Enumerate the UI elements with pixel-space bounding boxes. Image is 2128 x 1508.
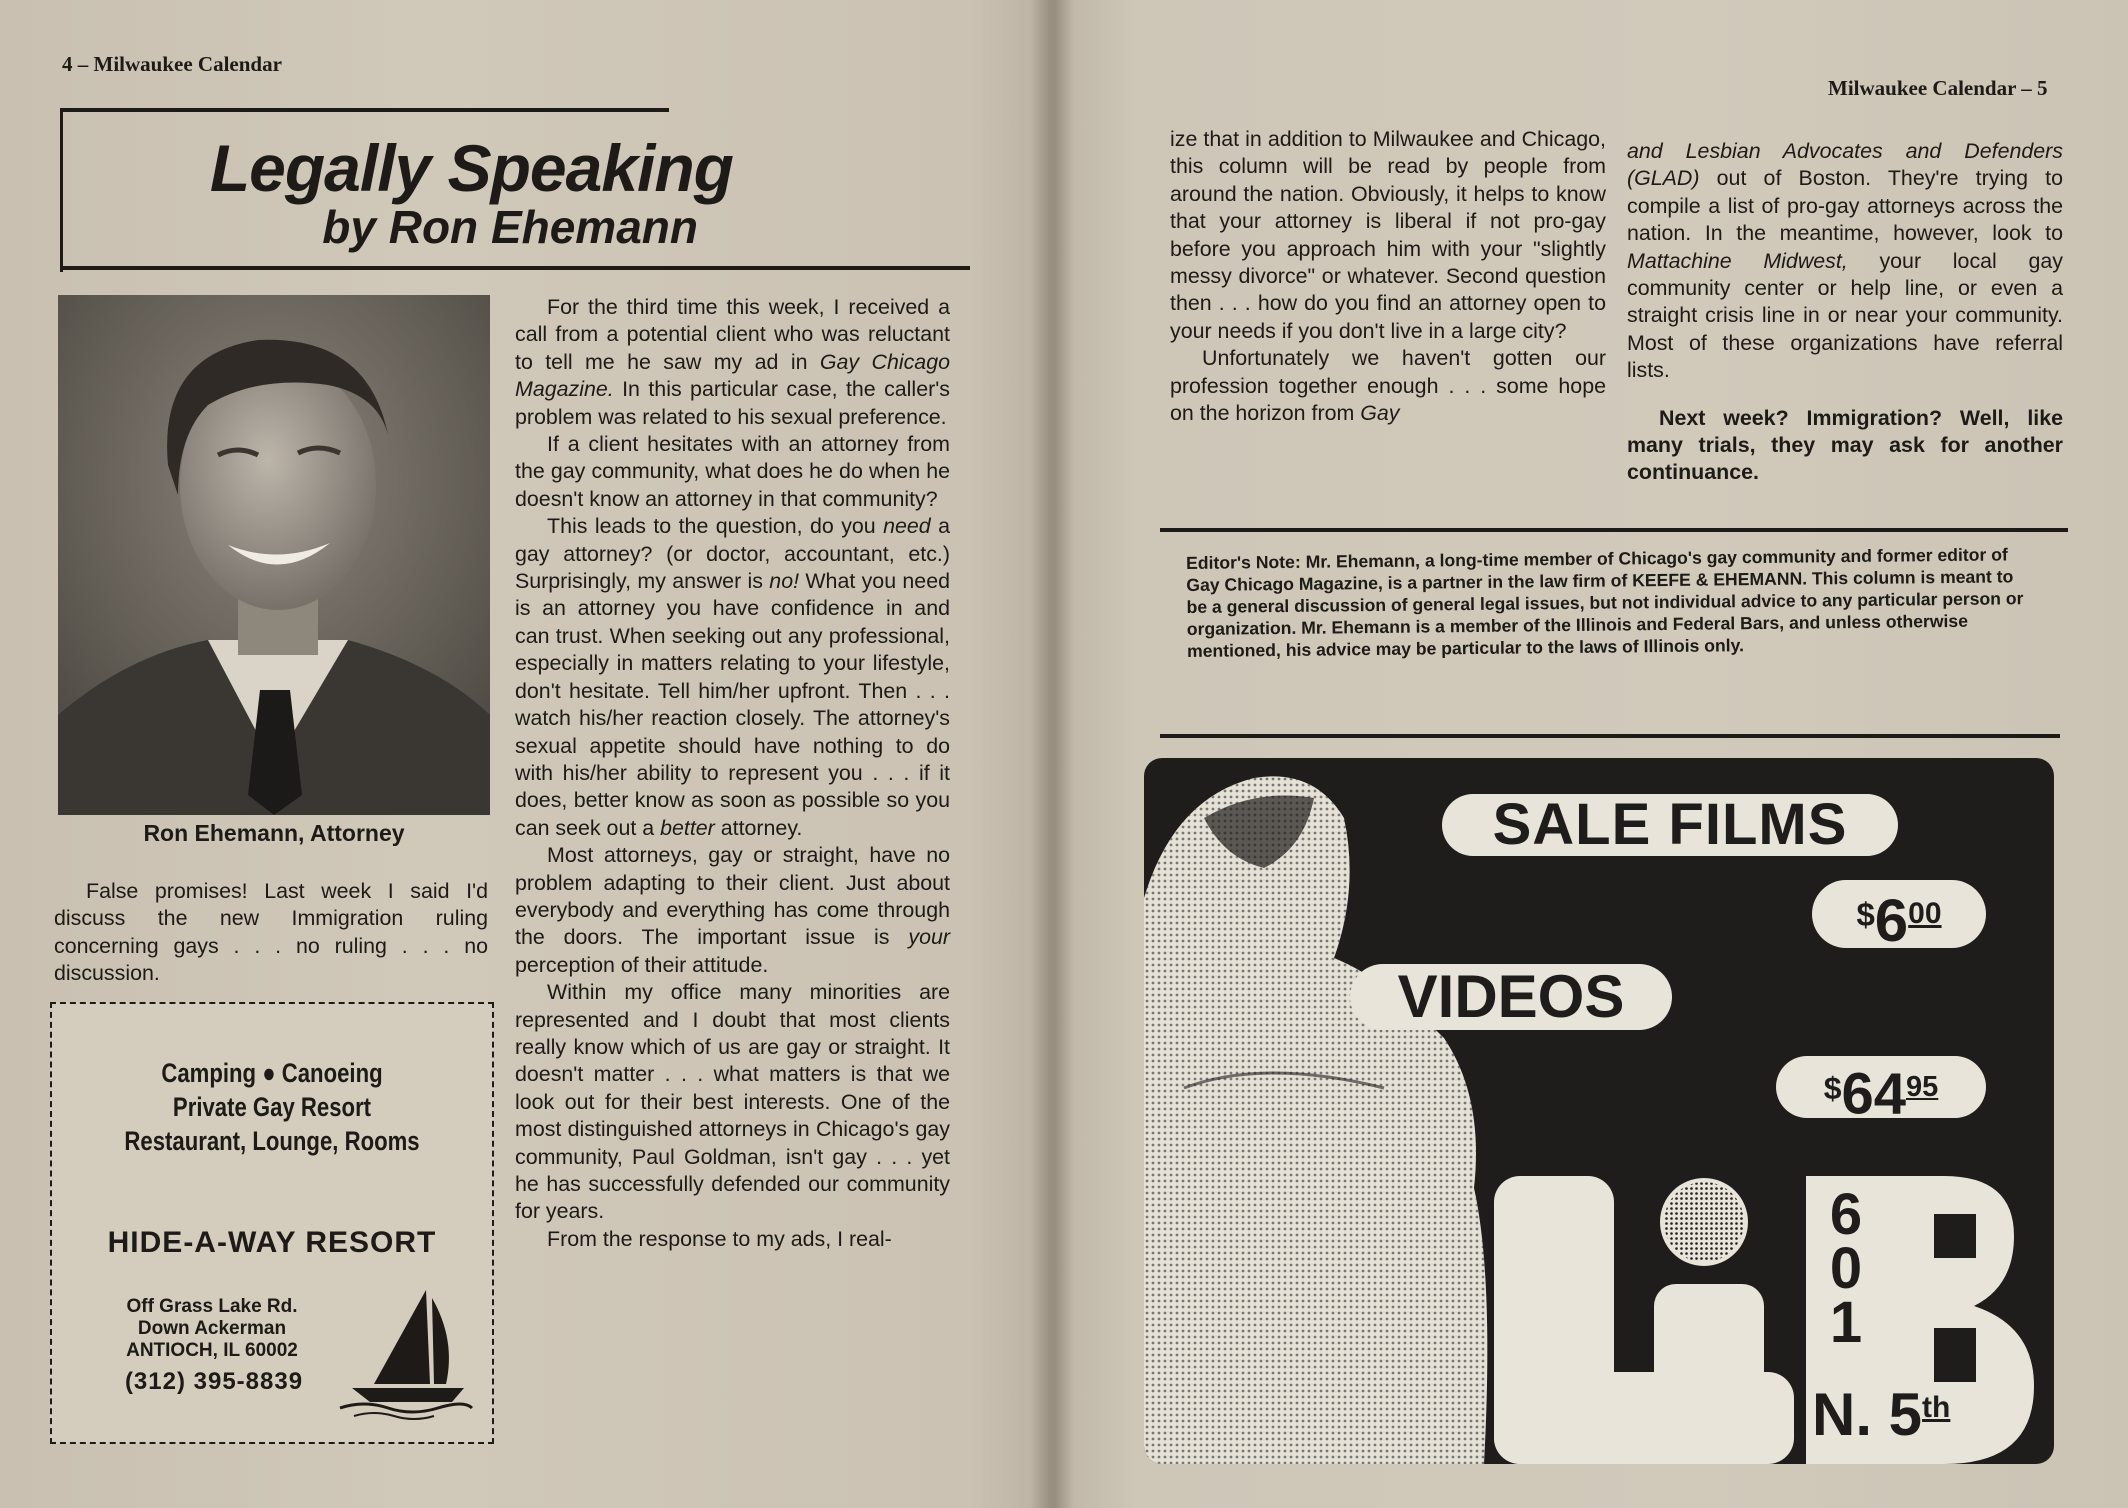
- films-price-dollars: 6: [1874, 887, 1909, 954]
- article-continued-column-2: [1627, 138, 2063, 487]
- videos-label: VIDEOS: [1350, 964, 1672, 1030]
- street-name-text: N. 5: [1812, 1381, 1923, 1448]
- emphasis-gay: Gay: [1360, 401, 1400, 426]
- videos-price: [1776, 1056, 1986, 1127]
- resort-address-line-2: Down Ackerman: [137, 1318, 287, 1339]
- page-folio-right: Milwaukee Calendar – 5: [1828, 76, 2048, 100]
- intro-paragraph: False promises! Last week I said I'd discuss the new Immigration ruling concerning gays . . . no ruling . . . no discussion.: [54, 879, 488, 986]
- paragraph-3-text-b: a gay attorney? (or doctor, accountant, etc.) Surprisingly, my answer is: [515, 514, 950, 594]
- article-intro: [54, 878, 488, 988]
- paragraph-1-text-b: In this particular case, the caller's problem was related to his sexual preference.: [515, 377, 950, 429]
- paragraph-6: From the response to my ads, I real-: [547, 1226, 892, 1251]
- hide-a-way-resort-ad: [50, 1002, 494, 1444]
- paragraph-4: [515, 842, 950, 979]
- glad-organization: and Lesbian Advocates and Defenders (GLAD): [1627, 139, 2063, 191]
- title-rule: [60, 266, 970, 270]
- films-price-cents: 00: [1908, 897, 1942, 930]
- resort-name: HIDE-A-WAY RESORT: [107, 1226, 437, 1259]
- emphasis-need: need: [883, 514, 931, 539]
- continued-paragraph-2: [1170, 345, 1606, 427]
- photo-caption: Ron Ehemann, Attorney: [143, 820, 405, 846]
- article-main-column: [515, 294, 950, 1253]
- emphasis-no: no!: [769, 569, 800, 594]
- editor-note: Editor's Note: Mr. Ehemann, a long-time member of Chicago's gay community and former editor of Gay Chicago Magazine, is a partner in the law firm of KEEFE & EHEMANN. This column is meant to be a general discussion of general legal issues, but not individual advice to any particular person or organization. Mr. Ehemann is a member of the Illinois and Federal Bars, and unless otherwise mentioned, his advice may be particular to the laws of Illinois only.: [1186, 544, 2024, 661]
- author-photo: [58, 295, 490, 815]
- sale-films-label: SALE FILMS: [1442, 794, 1898, 856]
- editor-note-rule-top: [1160, 528, 2068, 532]
- mattachine-midwest: Mattachine Midwest,: [1627, 248, 1848, 273]
- next-week-teaser: Next week? Immigration? Well, like many trials, they may ask for another continuance.: [1627, 405, 2063, 485]
- resort-tagline-amenities: Restaurant, Lounge, Rooms: [124, 1126, 420, 1156]
- continued-paragraph-1: ize that in addition to Milwaukee and Chicago, this column will be read by people from around the nation. Obviously, it helps to know that your attorney is liberal if not pro-gay before you approach him with your "slightly messy divorce" or whatever. Second question then . . . how do you find an attorney open to your needs if you don't live in a large city?: [1170, 127, 1606, 343]
- paragraph-1-text-a: For the third time this week, I received a call from a potential client who was reluctant to tell me he saw my ad in: [515, 295, 950, 374]
- article-byline: by Ron Ehemann: [322, 201, 698, 253]
- resort-tagline-activities: Camping ● Canoeing: [161, 1058, 383, 1088]
- paragraph-3-text-c: What you need is an attorney you have confidence in and can trust. When seeking out any professional, especially in matters relating to your lifestyle, don't hesitate. Tell him/her upfront. Then . . . watch his/her reaction closely. The attorney's sexual appetite should have nothing to do with his/her ability to represent you . . . if it does, better know as soon as possible so you can seek out a: [515, 569, 950, 840]
- paragraph-5: Within my office many minorities are represented and I doubt that most clients really know which of us are gay or straight. It doesn't matter . . . what matters is that we look out for their best interests. One of the most distinguished attorneys in Chicago's gay community, Paul Goldman, isn't gay . . . yet he has successfully defended our community for years.: [515, 980, 950, 1224]
- videos-price-dollars: 64: [1841, 1061, 1906, 1127]
- editor-note-rule-bottom: [1160, 734, 2060, 738]
- lib-store-ad: [1144, 758, 2054, 1464]
- paragraph-3-text-d: attorney.: [714, 815, 803, 840]
- street-number: 6 0 1: [1829, 1182, 1863, 1355]
- paragraph-4-text-b: perception of their attitude.: [515, 952, 769, 977]
- street-name: [1812, 1380, 1950, 1449]
- paragraph-2: If a client hesitates with an attorney from the gay community, what does he do when he doesn't know an attorney in that community?: [515, 432, 950, 511]
- author-portrait-image: [58, 295, 490, 815]
- paragraph-1: [515, 294, 950, 431]
- videos-price-currency: $: [1823, 1070, 1842, 1107]
- films-price-currency: $: [1856, 896, 1875, 934]
- resort-address-line-1: Off Grass Lake Rd.: [126, 1296, 298, 1317]
- films-price: [1812, 880, 1986, 954]
- page-folio-left: 4 – Milwaukee Calendar: [62, 52, 282, 76]
- resort-address-line-3: ANTIOCH, IL 60002: [126, 1340, 298, 1361]
- resort-tagline-type: Private Gay Resort: [172, 1092, 372, 1122]
- article-title-box: [60, 108, 733, 272]
- sailboat-icon: [334, 1280, 474, 1420]
- paragraph-3: [515, 513, 950, 842]
- street-suffix: th: [1922, 1391, 1951, 1424]
- article-continued-column-1: [1170, 126, 1606, 427]
- emphasis-better: better: [660, 815, 715, 840]
- resort-phone: (312) 395-8839: [124, 1368, 304, 1395]
- ad-figure-illustration: [1144, 758, 1504, 1464]
- videos-price-cents: 95: [1906, 1071, 1939, 1103]
- continued-paragraph-3-text-a: out of Boston. They're trying to compile a list of pro-gay attorneys across the nation. In the meantime, however, look to: [1627, 166, 2063, 246]
- continued-paragraph-3: [1627, 138, 2063, 385]
- paragraph-3-text-a: This leads to the question, do you: [547, 514, 884, 539]
- emphasis-your: your: [908, 925, 950, 950]
- article-title: Legally Speaking: [209, 131, 733, 205]
- lib-logo: [1494, 1176, 2050, 1464]
- magazine-spine: [1030, 0, 1074, 1508]
- magazine-name: Gay Chicago Magazine.: [515, 349, 951, 402]
- continued-paragraph-3-text-b: your local gay community center or help line, or even a straight crisis line in or near your community. Most of these organizations have referral lists.: [1627, 248, 2063, 383]
- paragraph-4-text-a: Most attorneys, gay or straight, have no problem adapting to their client. Just about everybody and everything has come through the doors. The important issue is: [515, 843, 950, 950]
- continued-paragraph-2-text: Unfortunately we haven't gotten our profession together enough . . . some hope on the horizon from: [1170, 346, 1606, 426]
